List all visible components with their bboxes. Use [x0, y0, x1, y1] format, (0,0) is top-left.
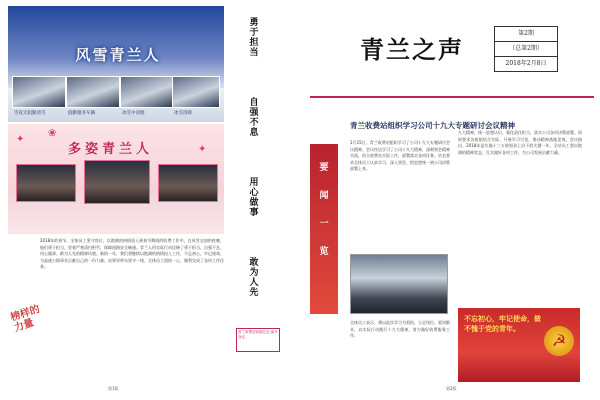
banner-photo [12, 76, 66, 108]
group-photo [84, 160, 150, 204]
star-icon: ✦ [16, 134, 25, 145]
slogan: 自强不息 [249, 98, 259, 138]
mid-title: 多姿青兰人 [68, 142, 154, 157]
photo-collage [8, 6, 224, 232]
photo-caption: 值勤服务车辆 [68, 111, 95, 116]
page-number: 第1版 [108, 386, 119, 391]
banner-title: 风雪青兰人 [75, 46, 161, 64]
photo-caption: 雪夜无阻勤清雪 [14, 111, 46, 116]
info-stamp: 青兰收费站财政纪念 编号登记 [236, 328, 280, 352]
article-title: 青兰收费站组织学习公司十九大专题研讨会议精神 [350, 121, 515, 130]
star-icon: ❀ [48, 128, 57, 139]
left-page [8, 6, 290, 394]
photo-caption: 冰雪清障 [174, 111, 192, 116]
right-page [310, 6, 594, 394]
banner-photo [120, 76, 174, 108]
issue-number: 第2期 [495, 27, 557, 42]
slogan-column [233, 14, 283, 314]
meeting-photo [350, 254, 448, 314]
banner-photo [172, 76, 220, 108]
party-emblem-icon: ☭ [544, 326, 574, 356]
issue-total: （总第2期） [495, 42, 557, 57]
group-photo [16, 164, 76, 202]
slogan-poster [458, 308, 580, 382]
page-number: 第2版 [446, 386, 457, 391]
slogan: 勇于担当 [249, 18, 259, 58]
poster-text: 不忘初心，牢记使命，做不愧于党的青年。 [464, 314, 541, 333]
photo-caption: 冰雪中清理 [122, 111, 145, 116]
sidebar-label: 要闻一览 [319, 163, 329, 257]
banner-photo [66, 76, 120, 108]
snow-banner [8, 6, 224, 122]
header-divider [310, 96, 594, 98]
issue-info-box [494, 26, 558, 72]
news-sidebar [310, 144, 338, 314]
newsletter-masthead: 青兰之声 [360, 35, 464, 64]
people-banner [8, 124, 224, 234]
star-icon: ✦ [198, 144, 207, 155]
slogan: 敢为人先 [249, 258, 259, 298]
article-column-2: 九大精神，统一思想认识，强化责任担当，落实公司各项决策部署。同时要求各班组结合实际，开展学习讨论，推动精神落地见效。会议指出，2018年是实施十三五规划承上启下的关键一年，全站员工要以饱满的精神状态，扎实做好各项工作，为公司发展贡献力量。 [458, 130, 582, 155]
calligraphy-title: 榜样的力量 [9, 303, 42, 335]
article-column-3: 全体员工表示，将以此次学习为契机，立足岗位，爱岗敬业，以实际行动践行十九大精神，努力做好收费服务工作。 [350, 320, 450, 339]
issue-date: 2018年2月8日 [505, 60, 547, 67]
article-column-1: 1月15日，青兰收费站组织学习了公司十九大专题研讨会议精神。会议传达学习了公司十九大精神，深刻领会精神实质，结合收费站实际工作，部署落实各项任务。站长要求全体员工认真学习，深入领会，把思想统一到公司决策部署上来。 [350, 140, 450, 172]
group-photo [158, 164, 218, 202]
slogan: 用心做事 [249, 178, 259, 218]
left-article-text: 2018年的春节，全体员工坚守岗位，以饱满的热情投入到春节期间的收费工作中。在风雪交加的夜晚，他们勇于担当，冒着严寒清扫积雪，保障道路安全畅通。青兰人用实际行动诠释了勇于担当、自强不息、用心做事、敢为人先的精神风貌。新的一年，我们将继续以饱满的热情投入工作，不忘初心，牢记使命，为高速公路事业贡献自己的一份力量。站领导带头坚守一线，全体员工团结一心，顺利完成了各项工作任务。 [40, 238, 224, 270]
